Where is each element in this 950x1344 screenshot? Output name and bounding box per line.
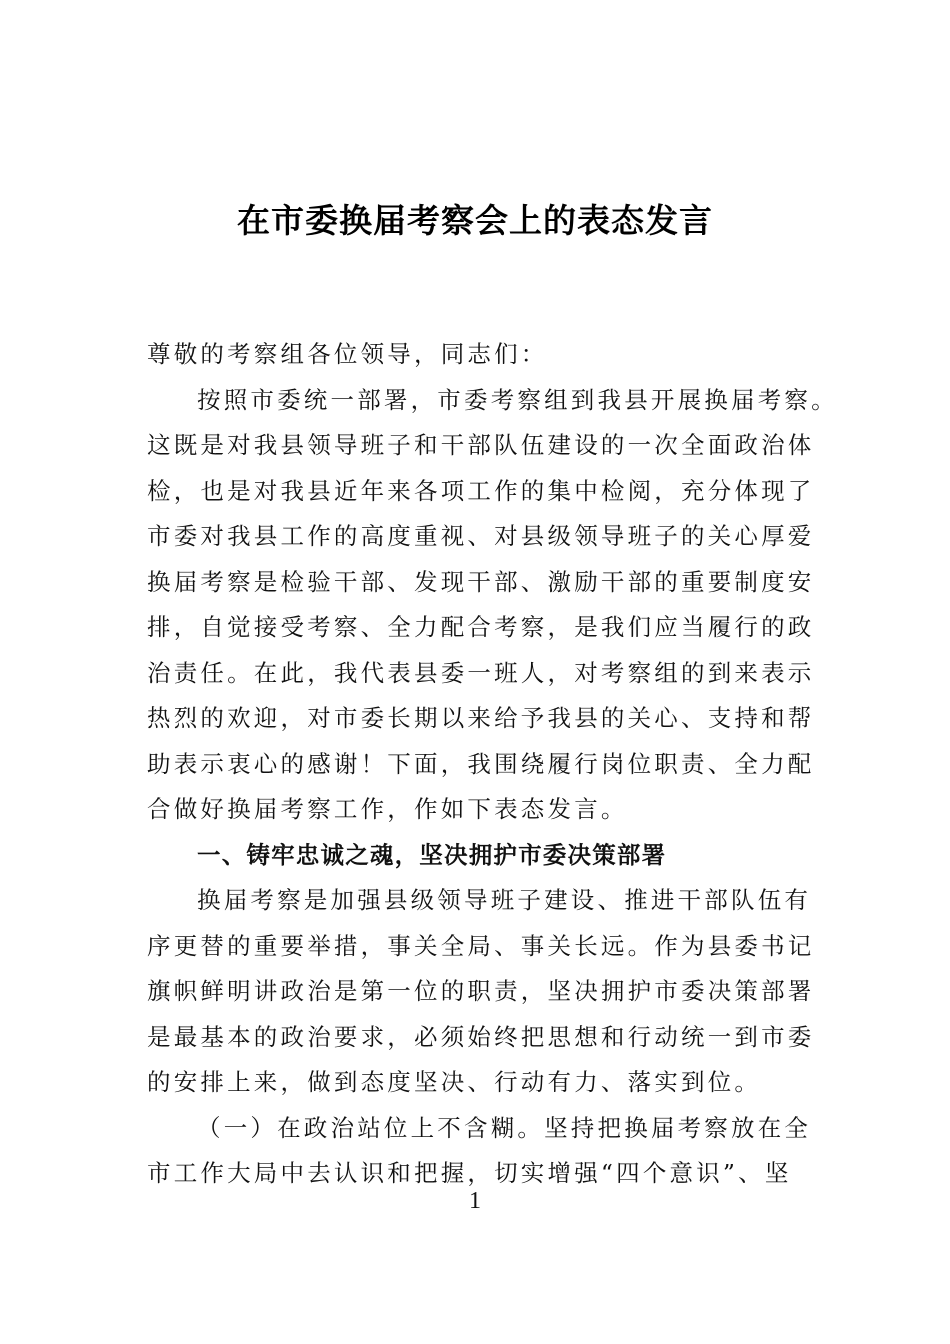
- paragraph-line: 旗帜鲜明讲政治是第一位的职责，坚决拥护市委决策部署: [147, 977, 815, 1005]
- paragraph-line: 换届考察是加强县级领导班子建设、推进干部队伍有: [197, 886, 812, 914]
- paragraph-line: 检，也是对我县近年来各项工作的集中检阅，充分体现了: [147, 476, 815, 505]
- paragraph-line: 合做好换届考察工作，作如下表态发言。: [147, 795, 628, 823]
- paragraph-line: 市委对我县工作的高度重视、对县级领导班子的关心厚爱: [147, 522, 815, 550]
- section-heading: 一、铸牢忠诚之魂，坚决拥护市委决策部署: [197, 840, 667, 869]
- paragraph-line: 热烈的欢迎，对市委长期以来给予我县的关心、支持和帮: [147, 704, 815, 732]
- salutation: 尊敬的考察组各位领导，同志们：: [147, 340, 548, 368]
- paragraph-line: （一）在政治站位上不含糊。坚持把换届考察放在全: [197, 1113, 812, 1142]
- document-title: 在市委换届考察会上的表态发言: [237, 201, 713, 240]
- paragraph-line: 治责任。在此，我代表县委一班人，对考察组的到来表示: [147, 658, 815, 687]
- paragraph-line: 的安排上来，做到态度坚决、行动有力、落实到位。: [147, 1068, 762, 1096]
- paragraph-line: 这既是对我县领导班子和干部队伍建设的一次全面政治体: [147, 431, 815, 459]
- page-number: 1: [469, 1188, 481, 1214]
- paragraph-line: 按照市委统一部署，市委考察组到我县开展换届考察。: [197, 385, 838, 414]
- paragraph-line: 序更替的重要举措，事关全局、事关长远。作为县委书记: [147, 931, 815, 960]
- paragraph-line: 是最基本的政治要求，必须始终把思想和行动统一到市委: [147, 1022, 815, 1051]
- paragraph-line: 助表示衷心的感谢！下面，我围绕履行岗位职责、全力配: [147, 749, 815, 778]
- paragraph-line: 换届考察是检验干部、发现干部、激励干部的重要制度安: [147, 567, 815, 596]
- document-body: [147, 332, 838, 1197]
- paragraph-line: 市工作大局中去认识和把握，切实增强“四个意识”、坚: [147, 1159, 792, 1187]
- paragraph-line: 排，自觉接受考察、全力配合考察，是我们应当履行的政: [147, 613, 815, 641]
